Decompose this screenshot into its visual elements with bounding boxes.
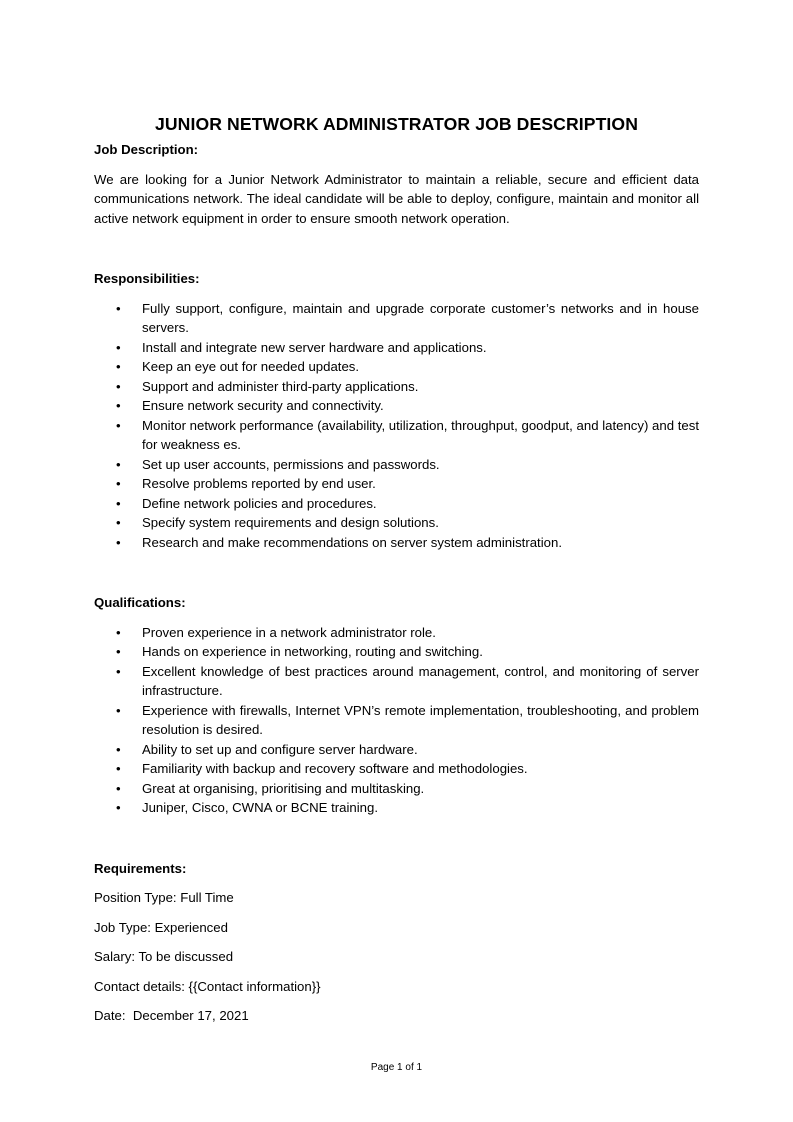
list-item: • Juniper, Cisco, CWNA or BCNE training. <box>94 798 699 818</box>
bullet-icon: • <box>116 359 121 374</box>
list-item: • Familiarity with backup and recovery software and methodologies. <box>94 759 699 779</box>
bullet-icon: • <box>116 476 121 491</box>
list-item: • Great at organising, prioritising and multitasking. <box>94 779 699 799</box>
bullet-icon: • <box>116 800 121 815</box>
list-item: • Fully support, configure, maintain and upgrade corporate customer’s networks and in house servers. <box>116 300 699 335</box>
bullet-icon: • <box>116 515 121 530</box>
list-item: • Hands on experience in networking, routing and switching. <box>94 642 699 662</box>
job-description-heading: Job Description: <box>94 142 199 157</box>
bullet-icon: • <box>116 644 121 659</box>
list-item: • Experience with firewalls, Internet VPN’s remote implementation, troubleshooting, and problem resolution is desired. <box>116 702 699 737</box>
bullet-icon: • <box>116 300 121 316</box>
list-item: • Ability to set up and configure server hardware. <box>94 740 699 760</box>
bullet-icon: • <box>116 761 121 776</box>
list-item: • Install and integrate new server hardware and applications. <box>94 338 699 358</box>
list-item: • Proven experience in a network administrator role. <box>94 623 699 643</box>
list-item: • Keep an eye out for needed updates. <box>94 357 699 377</box>
bullet-icon: • <box>116 702 121 718</box>
qualifications-list <box>94 623 699 818</box>
list-item: • Research and make recommendations on server system administration. <box>94 533 699 553</box>
requirements-heading: Requirements: <box>94 860 187 876</box>
bullet-icon: • <box>116 534 121 550</box>
bullet-icon: • <box>116 780 121 796</box>
bullet-icon: • <box>116 741 121 757</box>
bullet-icon: • <box>116 398 121 413</box>
list-item: • Set up user accounts, permissions and passwords. <box>94 455 699 475</box>
bullet-icon: • <box>116 663 121 679</box>
job-description-text: We are looking for a Junior Network Administrator to maintain a reliable, secure and efficient data communications network. The ideal candidate will be able to deploy, configure, maintain and monitor all active network equipment in order to ensure smooth network operation. <box>94 171 699 226</box>
list-item: • Resolve problems reported by end user. <box>94 474 699 494</box>
bullet-icon: • <box>116 495 121 511</box>
position-type: Position Type: Full Time <box>94 890 234 905</box>
contact-details: Contact details: {{Contact information}} <box>94 978 321 994</box>
bullet-icon: • <box>116 624 121 640</box>
document-body <box>94 112 699 1026</box>
list-item: • Support and administer third-party applications. <box>94 377 699 397</box>
page-number: Page 1 of 1 <box>370 1062 423 1073</box>
document-title: JUNIOR NETWORK ADMINISTRATOR JOB DESCRIPTION <box>154 114 639 134</box>
bullet-icon: • <box>116 417 121 433</box>
salary: Salary: To be discussed <box>94 949 234 964</box>
responsibilities-heading: Responsibilities: <box>94 271 200 286</box>
document-date: Date: December 17, 2021 <box>94 1008 249 1023</box>
bullet-icon: • <box>116 378 121 394</box>
list-item: • Ensure network security and connectivity. <box>94 396 699 416</box>
list-item: • Define network policies and procedures. <box>94 494 699 514</box>
qualifications-heading: Qualifications: <box>94 595 186 610</box>
bullet-icon: • <box>116 456 121 472</box>
list-item: • Monitor network performance (availability, utilization, throughput, goodput, and latency) and test for weakness es. <box>116 417 699 452</box>
list-item: • Excellent knowledge of best practices around management, control, and monitoring of server infrastructure. <box>116 663 699 698</box>
job-type: Job Type: Experienced <box>94 919 228 935</box>
bullet-icon: • <box>116 339 121 355</box>
list-item: • Specify system requirements and design solutions. <box>94 513 699 533</box>
responsibilities-list <box>94 299 699 553</box>
